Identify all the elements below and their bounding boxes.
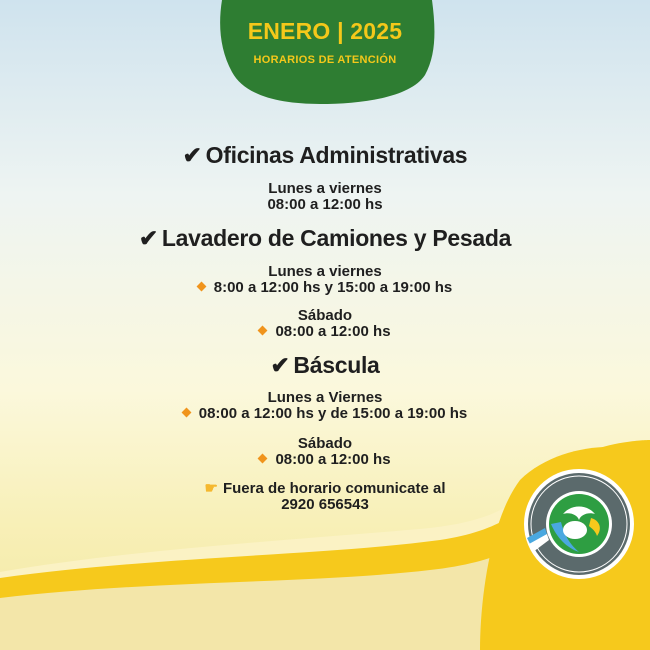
- check-icon: ✔: [270, 352, 290, 378]
- hours-text: 08:00 a 12:00 hs: [275, 451, 391, 468]
- diamond-bullet-icon: [258, 326, 268, 336]
- diamond-bullet-icon: [196, 282, 206, 292]
- hours-text: 8:00 a 12:00 hs y 15:00 a 19:00 hs: [213, 279, 453, 296]
- bascula-weekday-label: Lunes a Viernes: [267, 389, 383, 406]
- section-title-text: Lavadero de Camiones y Pesada: [161, 225, 512, 251]
- contact-phone: 2920 656543: [281, 496, 369, 513]
- section-title-text: Báscula: [293, 352, 380, 378]
- contact-label: Fuera de horario comunicate al: [222, 480, 446, 497]
- lavadero-weekday-label: Lunes a viernes: [268, 263, 382, 280]
- diamond-bullet-icon: [181, 408, 191, 418]
- section-title-lavadero: [0, 225, 650, 252]
- oficinas-days: Lunes a viernes: [268, 180, 382, 197]
- section-title-text: Oficinas Administrativas: [205, 142, 468, 168]
- hours-text: 08:00 a 12:00 hs: [275, 323, 391, 340]
- section-title-oficinas: [0, 142, 650, 169]
- bascula-saturday-label: Sábado: [297, 435, 353, 452]
- header-title: ENERO | 2025: [247, 18, 403, 44]
- bascula-saturday-hours: [0, 452, 650, 468]
- diamond-bullet-icon: [258, 454, 268, 464]
- oficinas-hours: 08:00 a 12:00 hs: [267, 196, 383, 213]
- header-subtitle: HORARIOS DE ATENCIÓN: [253, 54, 397, 66]
- lavadero-weekday-hours: [0, 280, 650, 296]
- check-icon: ✔: [138, 225, 158, 251]
- lavadero-saturday-hours: [0, 324, 650, 340]
- lavadero-saturday-label: Sábado: [297, 307, 353, 324]
- pointing-hand-icon: ☛: [204, 480, 218, 497]
- bascula-weekday-hours: [0, 406, 650, 422]
- check-icon: ✔: [182, 142, 202, 168]
- hours-text: 08:00 a 12:00 hs y de 15:00 a 19:00 hs: [198, 405, 468, 422]
- section-title-bascula: [0, 352, 650, 379]
- sociedad-rural-logo: [523, 468, 635, 580]
